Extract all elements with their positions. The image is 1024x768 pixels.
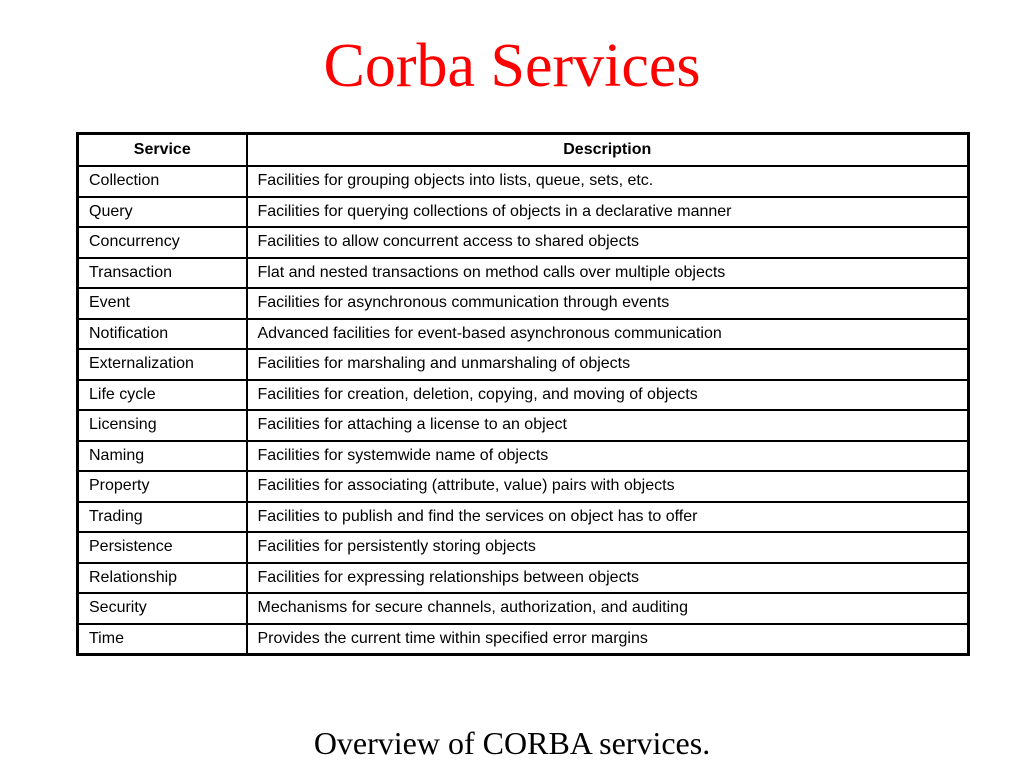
service-cell: Relationship [78, 563, 247, 594]
description-cell: Provides the current time within specified error margins [247, 624, 969, 655]
description-cell: Advanced facilities for event-based asynchronous communication [247, 319, 969, 350]
service-cell: Query [78, 197, 247, 228]
header-service: Service [78, 134, 247, 167]
service-cell: Licensing [78, 410, 247, 441]
description-cell: Facilities for persistently storing objects [247, 532, 969, 563]
service-cell: Concurrency [78, 227, 247, 258]
table-row [78, 410, 969, 441]
service-cell: Notification [78, 319, 247, 350]
table-row [78, 502, 969, 533]
table-row [78, 471, 969, 502]
services-table-container [76, 132, 970, 656]
services-table [76, 132, 970, 656]
table-row [78, 532, 969, 563]
description-cell: Facilities for asynchronous communication through events [247, 288, 969, 319]
description-cell: Facilities to publish and find the services on object has to offer [247, 502, 969, 533]
table-row [78, 288, 969, 319]
service-cell: Property [78, 471, 247, 502]
service-cell: Persistence [78, 532, 247, 563]
table-row [78, 166, 969, 197]
slide-caption: Overview of CORBA services. [313, 725, 711, 761]
description-cell: Facilities to allow concurrent access to shared objects [247, 227, 969, 258]
table-row [78, 258, 969, 289]
description-cell: Facilities for systemwide name of objects [247, 441, 969, 472]
service-cell: Naming [78, 441, 247, 472]
service-cell: Event [78, 288, 247, 319]
description-cell: Mechanisms for secure channels, authorization, and auditing [247, 593, 969, 624]
description-cell: Facilities for grouping objects into lists, queue, sets, etc. [247, 166, 969, 197]
service-cell: Collection [78, 166, 247, 197]
table-row [78, 227, 969, 258]
service-cell: Trading [78, 502, 247, 533]
description-cell: Facilities for expressing relationships between objects [247, 563, 969, 594]
table-row [78, 563, 969, 594]
service-cell: Transaction [78, 258, 247, 289]
description-cell: Facilities for marshaling and unmarshaling of objects [247, 349, 969, 380]
table-row [78, 624, 969, 655]
table-body [78, 166, 969, 655]
slide-title: Corba Services [323, 32, 701, 100]
service-cell: Security [78, 593, 247, 624]
description-cell: Facilities for querying collections of objects in a declarative manner [247, 197, 969, 228]
table-row [78, 349, 969, 380]
service-cell: Life cycle [78, 380, 247, 411]
table-header-row [78, 134, 969, 167]
table-row [78, 380, 969, 411]
table-row [78, 197, 969, 228]
service-cell: Externalization [78, 349, 247, 380]
description-cell: Facilities for attaching a license to an object [247, 410, 969, 441]
service-cell: Time [78, 624, 247, 655]
description-cell: Flat and nested transactions on method calls over multiple objects [247, 258, 969, 289]
table-row [78, 593, 969, 624]
table-row [78, 319, 969, 350]
description-cell: Facilities for associating (attribute, value) pairs with objects [247, 471, 969, 502]
header-description: Description [247, 134, 969, 167]
table-row [78, 441, 969, 472]
description-cell: Facilities for creation, deletion, copying, and moving of objects [247, 380, 969, 411]
